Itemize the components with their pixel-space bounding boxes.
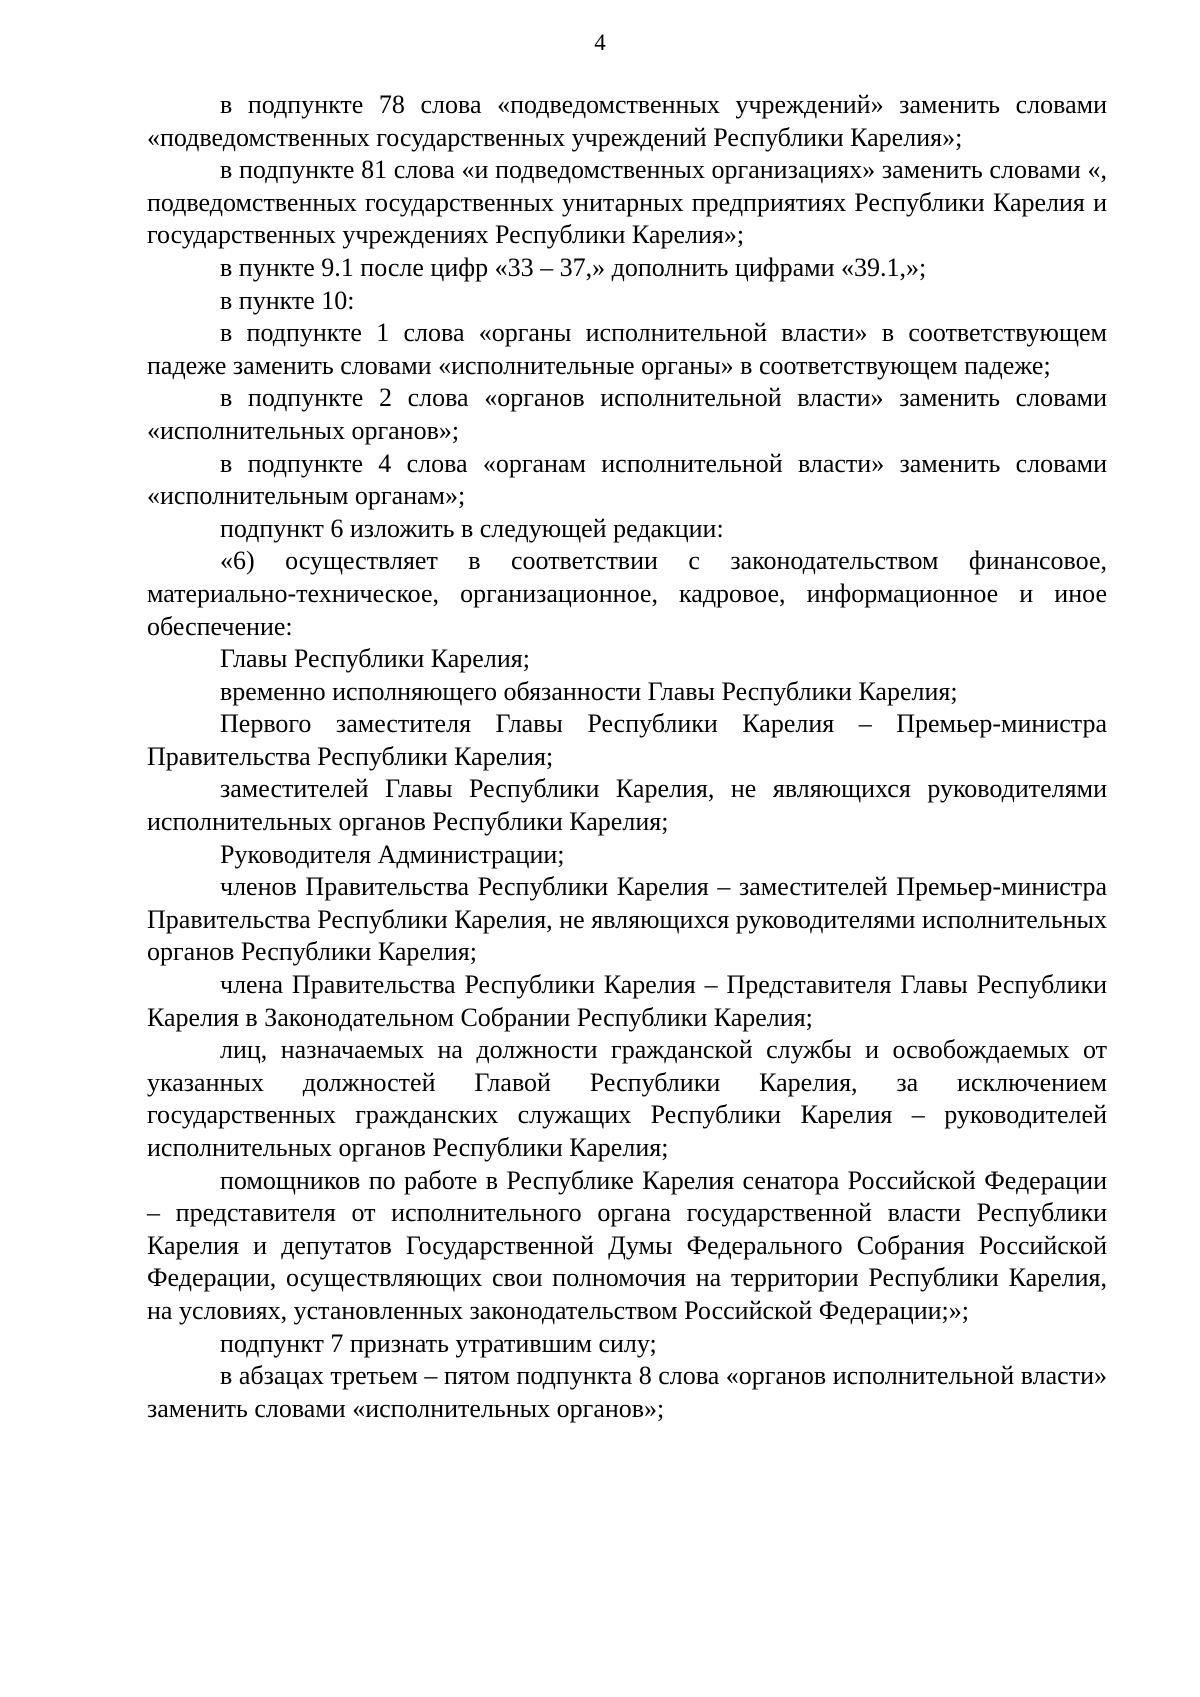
paragraph: подпункт 7 признать утратившим силу; bbox=[220, 1328, 657, 1358]
document-body bbox=[147, 89, 1107, 1425]
paragraph: в подпункте 81 слова «и подведомственных организациях» заменить словами «, подведомственных государственных унитарных предприятиях Республики Карелия и государственных учреждениях Республики Карелия»; bbox=[147, 155, 1107, 250]
paragraph: в пункте 10: bbox=[220, 285, 355, 315]
paragraph: в подпункте 4 слова «органам исполнительной власти» заменить словами «исполнительным органам»; bbox=[147, 448, 1107, 511]
paragraph: членов Правительства Республики Карелия – заместителей Премьер-министра Правительства Республики Карелия, не являющихся руководителями исполнительных органов Республики Карелия; bbox=[147, 872, 1107, 967]
paragraph: Первого заместителя Главы Республики Карелия – Премьер-министра Правительства Республики Карелия; bbox=[147, 709, 1107, 771]
paragraph: члена Правительства Республики Карелия – Представителя Главы Республики Карелия в Законодательном Собрании Республики Карелия; bbox=[147, 970, 1107, 1032]
paragraph: Главы Республики Карелия; bbox=[220, 644, 530, 674]
paragraph: в абзацах третьем – пятом подпункта 8 слова «органов исполнительной власти» заменить словами «исполнительных органов»; bbox=[147, 1361, 1107, 1423]
paragraph: «6) осуществляет в соответствии с законодательством финансовое, материально-техническое, организационное, кадровое, информационное и иное обеспечение: bbox=[147, 546, 1107, 641]
paragraph: заместителей Главы Республики Карелия, не являющихся руководителями исполнительных органов Республики Карелия; bbox=[147, 774, 1107, 837]
paragraph: подпункт 6 изложить в следующей редакции: bbox=[220, 513, 724, 543]
paragraph: в подпункте 2 слова «органов исполнительной власти» заменить словами «исполнительных органов»; bbox=[147, 383, 1107, 445]
paragraph: временно исполняющего обязанности Главы Республики Карелия; bbox=[220, 676, 958, 706]
paragraph: лиц, назначаемых на должности гражданской службы и освобождаемых от указанных должностей Главой Республики Карелия, за исключением государственных гражданских служащих Республики Карелия – руководителей исполнительных органов Республики Карелия; bbox=[147, 1035, 1107, 1162]
paragraph: в подпункте 78 слова «подведомственных учреждений» заменить словами «подведомственных государственных учреждений Республики Карелия»; bbox=[147, 90, 1107, 152]
page-number: 4 bbox=[594, 30, 606, 55]
paragraph: в подпункте 1 слова «органы исполнительной власти» в соответствующем падеже заменить словами «исполнительные органы» в соответствующем падеже; bbox=[147, 318, 1107, 380]
paragraph: помощников по работе в Республике Карелия сенатора Российской Федерации – представителя от исполнительного органа государственной власти Республики Карелия и депутатов Государственной Думы Федерального Собрания Российской Федерации, осуществляющих свои полномочия на территории Республики Карелия, на условиях, установленных законодательством Российской Федерации;»; bbox=[147, 1165, 1107, 1325]
paragraph: в пункте 9.1 после цифр «33 – 37,» дополнить цифрами «39.1,»; bbox=[220, 252, 927, 282]
paragraph: Руководителя Администрации; bbox=[220, 839, 565, 869]
